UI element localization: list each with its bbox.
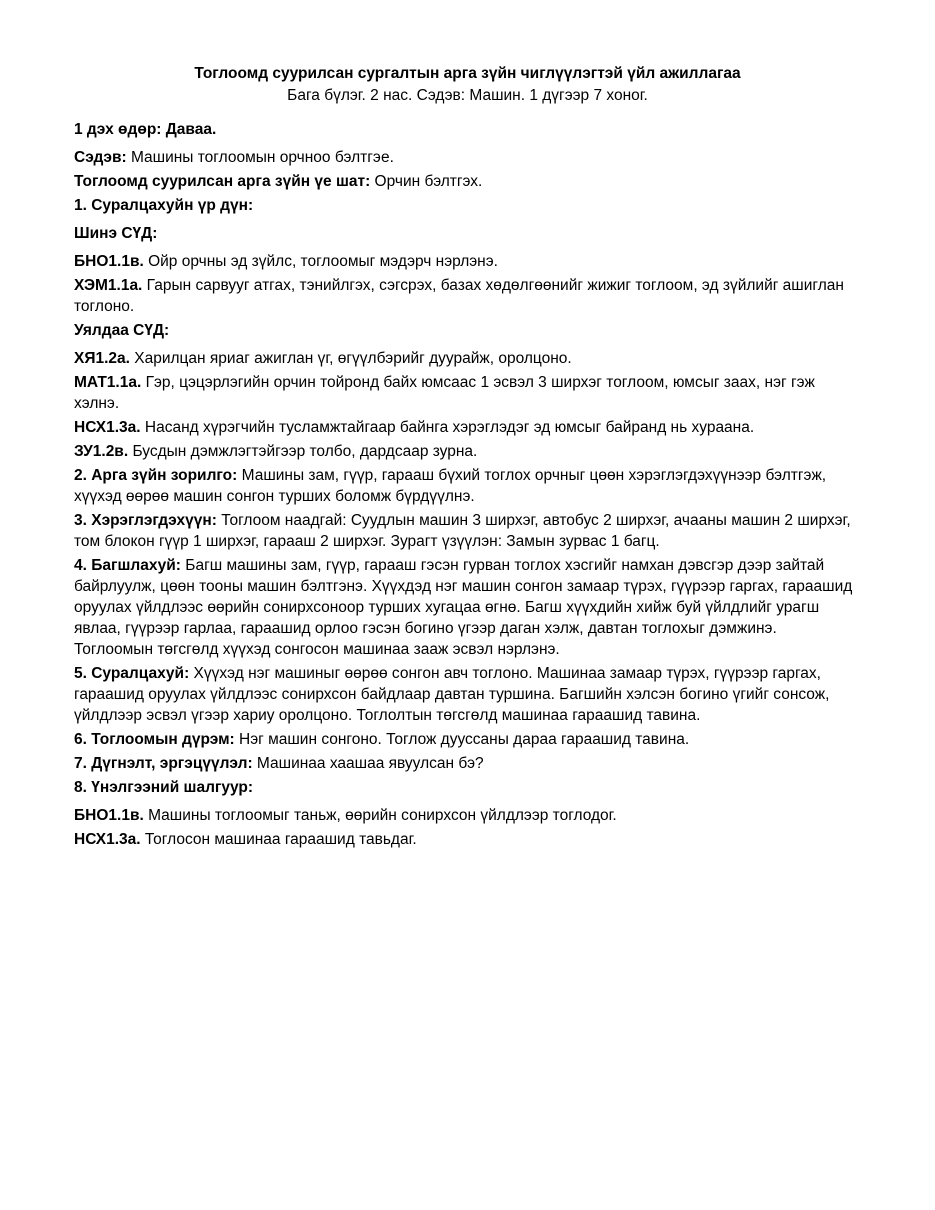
criteria-code: НСХ1.3а.: [74, 831, 141, 848]
section-text: Хүүхэд нэг машиныг өөрөө сонгон авч тоглоно. Машинаа замаар түрэх, гүүрээр гаргах, гараашид оруулах үйлдлээс сонирхсон байдлаар давтан туршина. Багшийн хэлсэн богино үгийг сонсож, үйлдлээр эсвэл үгээр хариу оролцоно. Тоглолтын төгсгөлд машинаа гараашид тавина.: [74, 665, 830, 724]
section-text: Тоглоом наадгай: Суудлын машин 3 ширхэг, автобус 2 ширхэг, ачааны машин 2 ширхэг, том блокон гүүр 1 ширхэг, гарааш 2 ширхэг. Зурагт үзүүлэн: Замын зурвас 1 багц.: [74, 512, 851, 550]
section-game-rules: [74, 729, 855, 750]
new-outcome-item: [74, 251, 855, 272]
section-label: 2. Арга зүйн зорилго:: [74, 467, 238, 484]
day-heading: 1 дэх өдөр: Даваа.: [74, 121, 217, 138]
outcome-code: МАТ1.1а.: [74, 374, 142, 391]
stage-label: Тоглоомд суурилсан арга зүйн үе шат:: [74, 173, 371, 190]
outcome-text: Гэр, цэцэрлэгийн орчин тойронд байх юмсаас 1 эсвэл 3 ширхэг тоглоом, юмсыг заах, нэг гэж хэлнэ.: [74, 374, 815, 412]
stage-text: Орчин бэлтгэх.: [370, 173, 483, 190]
section-label: 3. Хэрэглэгдэхүүн:: [74, 512, 217, 529]
linked-outcome-item: [74, 372, 855, 414]
section-label: 6. Тоглоомын дүрэм:: [74, 731, 235, 748]
outcome-text: Харилцан яриаг ажиглан үг, өгүүлбэрийг дуурайж, оролцоно.: [129, 350, 572, 367]
topic-label: Сэдэв:: [74, 149, 127, 166]
section-teaching: [74, 555, 855, 660]
outcome-text: Бусдын дэмжлэгтэйгээр толбо, дардсаар зурна.: [128, 443, 478, 460]
criteria-item: [74, 805, 855, 826]
section-method-goal: [74, 465, 855, 507]
section-label: 4. Багшлахуй:: [74, 557, 181, 574]
criteria-heading: 8. Үнэлгээний шалгуур:: [74, 779, 254, 796]
new-outcomes-heading: Шинэ СҮД:: [74, 225, 158, 242]
linked-outcomes-heading: Уялдаа СҮД:: [74, 322, 170, 339]
section-label: 5. Суралцахуй:: [74, 665, 190, 682]
outcome-code: НСХ1.3а.: [74, 419, 141, 436]
linked-outcome-item: [74, 441, 855, 462]
stage-line: [74, 171, 855, 192]
criteria-text: Тоглосон машинаа гараашид тавьдаг.: [140, 831, 417, 848]
section-text: Нэг машин сонгоно. Тоглож дууссаны дараа гараашид тавина.: [234, 731, 690, 748]
outcomes-heading: 1. Суралцахуйн үр дүн:: [74, 197, 254, 214]
criteria-item: [74, 829, 855, 850]
outcome-code: БНО1.1в.: [74, 253, 144, 270]
section-reflection: [74, 753, 855, 774]
section-text: Машинаа хаашаа явуулсан бэ?: [252, 755, 484, 772]
section-text: Машины зам, гүүр, гарааш бүхий тоглох орчныг цөөн хэрэглэгдэхүүнээр бэлтгэж, хүүхэд өөрөө машин сонгон турших боломж бүрдүүлнэ.: [74, 467, 827, 505]
criteria-code: БНО1.1в.: [74, 807, 144, 824]
outcome-code: ЗУ1.2в.: [74, 443, 129, 460]
outcome-code: ХЯ1.2а.: [74, 350, 130, 367]
outcome-code: ХЭМ1.1а.: [74, 277, 143, 294]
new-outcome-item: [74, 275, 855, 317]
section-learning: [74, 663, 855, 726]
topic-line: [74, 147, 855, 168]
linked-outcome-item: [74, 348, 855, 369]
document-subtitle: Бага бүлэг. 2 нас. Сэдэв: Машин. 1 дүгээр 7 хоног.: [287, 87, 648, 104]
outcome-text: Гарын сарвууг атгах, тэнийлгэх, сэгсрэх, базах хөдөлгөөнийг жижиг тоглоом, эд зүйлийг ашиглан тоглоно.: [74, 277, 844, 315]
section-materials: [74, 510, 855, 552]
outcome-text: Насанд хүрэгчийн тусламжтайгаар байнга хэрэглэдэг эд юмсыг байранд нь хураана.: [140, 419, 755, 436]
section-text: Багш машины зам, гүүр, гарааш гэсэн гурван тоглох хэсгийг намхан дэвсгэр дээр зайтай байрлуулж, цөөн тооны машин бэлтгэнэ. Хүүхдэд нэг машин сонгон замаар түрэх, гүүрээр гаргах, гараашид оруулах үйлдлээс өөрийн сонирхсоноор турших хугацаа өгнө. Багш хүүхдийн хийж буй үйлдлийг урагш явлаа, гүүрээр гарлаа, гараашид орлоо гэсэн богино үгээр даган хэлж, давтан тоглохыг дэмжинэ. Тоглоомын төгсгөлд хүүхэд сонгосон машинаа зааж эсвэл нэрлэнэ.: [74, 557, 853, 658]
criteria-text: Машины тоглоомыг таньж, өөрийн сонирхсон үйлдлээр тоглодог.: [143, 807, 617, 824]
linked-outcome-item: [74, 417, 855, 438]
topic-text: Машины тоглоомын орчноо бэлтгэе.: [126, 149, 394, 166]
outcome-text: Ойр орчны эд зүйлс, тоглоомыг мэдэрч нэрлэнэ.: [143, 253, 498, 270]
section-label: 7. Дүгнэлт, эргэцүүлэл:: [74, 755, 253, 772]
document-title: Тоглоомд суурилсан сургалтын арга зүйн чиглүүлэгтэй үйл ажиллагаа: [194, 65, 741, 82]
